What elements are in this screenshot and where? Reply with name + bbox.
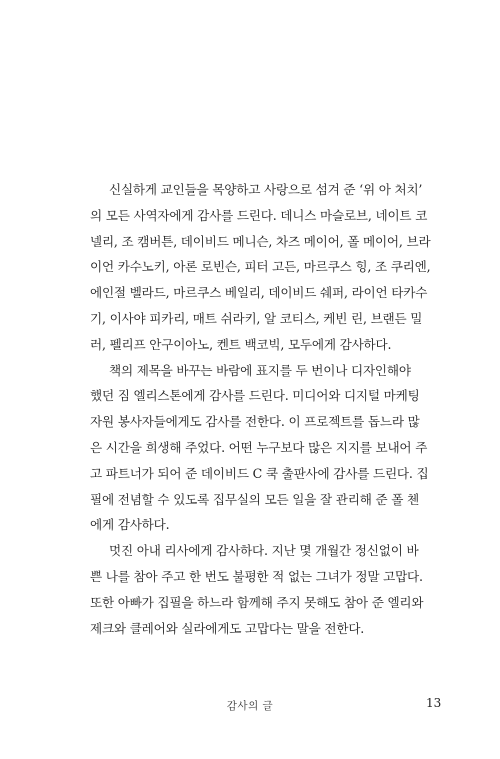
page-number: 13 <box>426 696 442 710</box>
body-text <box>90 177 431 641</box>
text-line: 넬리, 조 캠버튼, 데이비드 메니슨, 차즈 메이어, 폴 메이어, 브라 <box>90 233 431 249</box>
text-line: 제크와 클레어와 실라에게도 고맙다는 말을 전한다. <box>90 620 365 636</box>
text-line: 의 모든 사역자에게 감사를 드린다. 데니스 마슬로브, 네이트 코 <box>90 207 428 223</box>
text-line: 기, 이사야 피카리, 매트 쉬라키, 알 코티스, 케빈 린, 브랜든 밀 <box>90 310 423 326</box>
text-line: 또한 아빠가 집필을 하느라 함께해 주지 못해도 참아 준 엘리와 <box>90 594 424 610</box>
text-line: 필에 전념할 수 있도록 집무실의 모든 일을 잘 관리해 준 폴 첸 <box>90 491 420 507</box>
text-line: 러, 펠리프 안구이아노, 켄트 백코빅, 모두에게 감사하다. <box>90 336 392 352</box>
text-line: 자원 봉사자들에게도 감사를 전한다. 이 프로젝트를 돕느라 많 <box>90 414 420 430</box>
text-line: 에게 감사하다. <box>90 517 170 533</box>
text-line: 이언 카수노키, 아론 로빈슨, 피터 고든, 마르쿠스 힝, 조 쿠리엔, <box>90 259 431 275</box>
text-line: 쁜 나를 참아 주고 한 번도 불평한 적 없는 그녀가 정말 고맙다. <box>90 568 423 584</box>
paragraph-2 <box>90 358 429 539</box>
text-line: 고 파트너가 되어 준 데이비드 C 쿡 출판사에 감사를 드린다. 집 <box>90 465 429 481</box>
paragraph-3 <box>90 538 424 641</box>
running-footer-title: 감사의 글 <box>226 700 274 712</box>
text-line: 책의 제목을 바꾸는 바람에 표지를 두 번이나 디자인해야 <box>109 362 411 378</box>
text-line: 멋진 아내 리사에게 감사하다. 지난 몇 개월간 정신없이 바 <box>109 543 419 559</box>
paragraph-1 <box>90 177 431 358</box>
text-line: 에인절 벨라드, 마르쿠스 베일리, 데이비드 쉐퍼, 라이언 타카수 <box>90 285 428 301</box>
text-line: 했던 짐 엘리스톤에게 감사를 드린다. 미디어와 디지털 마케팅 <box>90 388 420 404</box>
text-line: 은 시간을 희생해 주었다. 어떤 누구보다 많은 지지를 보내어 주 <box>90 439 428 455</box>
text-line: 신실하게 교인들을 목양하고 사랑으로 섬겨 준 ‘위 아 처치’ <box>109 182 423 197</box>
